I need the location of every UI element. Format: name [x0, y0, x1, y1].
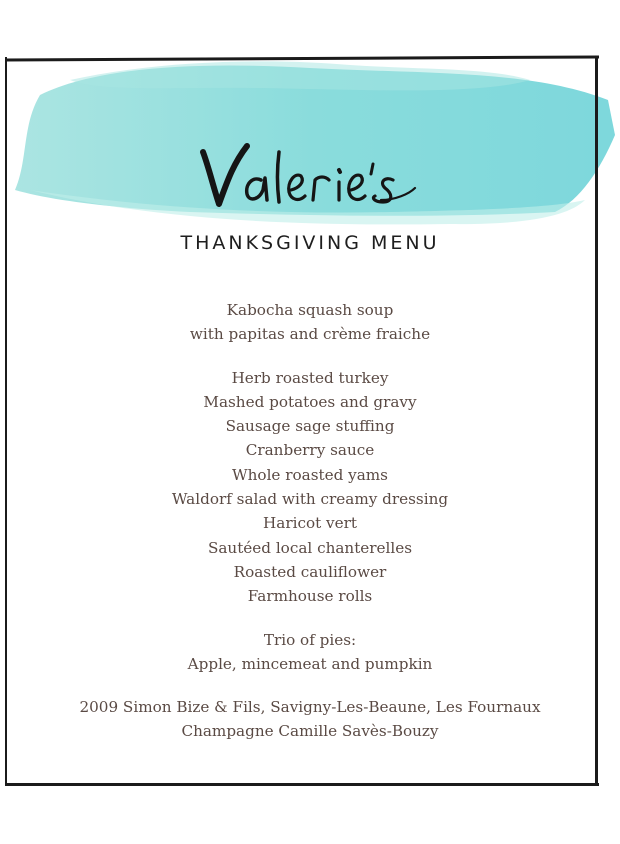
menu-subtitle: THANKSGIVING MENU	[180, 232, 440, 254]
menu-item: Farmhouse rolls	[247, 587, 373, 606]
frame-bottom-border	[5, 783, 599, 786]
menu-item: Cranberry sauce	[245, 441, 375, 460]
menu-item: Whole roasted yams	[232, 465, 388, 484]
menu-item: Trio of pies:	[263, 630, 357, 649]
script-title	[0, 138, 620, 218]
menu-item: Sautéed local chanterelles	[207, 538, 413, 557]
menu-list	[0, 298, 620, 744]
mains-section	[0, 366, 620, 609]
wine-section	[0, 695, 620, 744]
valeries-script-lettering	[195, 138, 425, 218]
menu-item: Kabocha squash soup	[226, 301, 394, 319]
menu-item: Herb roasted turkey	[231, 368, 389, 387]
menu-item: Mashed potatoes and gravy	[203, 392, 417, 411]
wine-item: 2009 Simon Bize & Fils, Savigny-Les-Beaune, Les Fournaux	[79, 698, 541, 717]
menu-item: Sausage sage stuffing	[225, 417, 395, 436]
menu-item: Roasted cauliflower	[233, 562, 387, 581]
dessert-section	[0, 628, 620, 677]
menu-item: Waldorf salad with creamy dressing	[171, 490, 449, 509]
wine-item: Champagne Camille Savès-Bouzy	[181, 722, 439, 741]
menu-item: with papitas and crème fraiche	[189, 325, 431, 344]
starter-section	[0, 298, 620, 347]
menu-item: Apple, mincemeat and pumpkin	[187, 654, 433, 673]
menu-item: Haricot vert	[263, 514, 357, 533]
